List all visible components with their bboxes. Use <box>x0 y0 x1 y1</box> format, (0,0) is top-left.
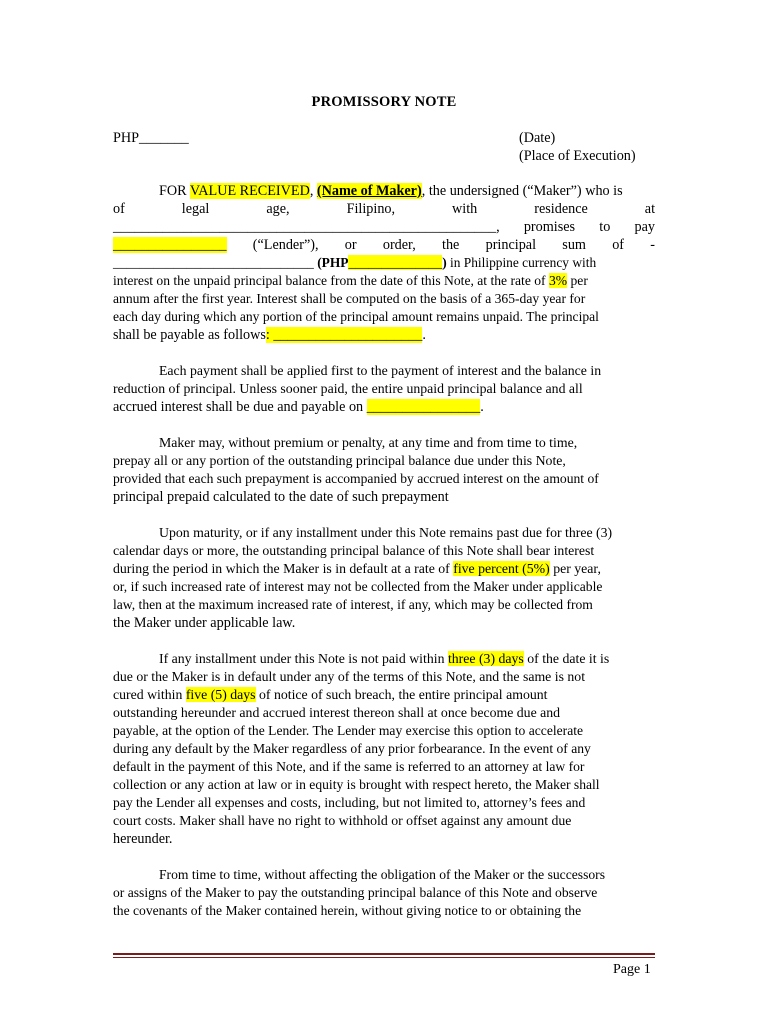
p5-line-10: court costs. Maker shall have no right to withhold or offset against any amount due <box>113 813 572 828</box>
footer-rule-thick <box>113 953 655 955</box>
p1-l9-start: shall be payable as follows <box>113 327 266 343</box>
p1-line-7: annum after the first year. Interest shall be computed on the basis of a 365-day year for <box>113 291 586 306</box>
p5-line-8: collection or any action at law or in equity is brought with respect hereto, the Maker shall <box>113 777 600 792</box>
p5-line-2: due or the Maker is in default under any of the terms of this Note, and the same is not <box>113 669 586 684</box>
p1-for: FOR <box>159 183 190 199</box>
p6-line-2: or assigns of the Maker to pay the outstanding principal balance of this Note and observe <box>113 885 598 900</box>
p1-line-8: each day during which any portion of the principal amount remains unpaid. The principal <box>113 309 599 324</box>
notice-period-highlight: five (5) days <box>185 687 256 702</box>
p3-line-1: Maker may, without premium or penalty, at any time and from time to time, <box>159 435 578 450</box>
p4-l3-end: per year, <box>549 561 601 576</box>
word: legal <box>181 201 210 217</box>
word: (“Lender”), <box>252 237 319 253</box>
p1-line-9 <box>113 326 655 344</box>
word: promises <box>523 219 576 235</box>
p5-line-4: outstanding hereunder and accrued interest thereon shall at once become due and <box>113 705 561 720</box>
word: Filipino, <box>346 201 396 217</box>
p3-line-2: prepay all or any portion of the outstanding principal balance due under this Note, <box>113 453 566 468</box>
p4-line-5: law, then at the maximum increased rate of interest, if any, which may be collected from <box>113 597 593 612</box>
principal-sum-figure-blank: ______________ <box>348 255 443 270</box>
p1-line-3 <box>113 218 655 236</box>
p4-line-1: Upon maturity, or if any installment under this Note remains past due for three (3) <box>159 525 613 540</box>
place-of-execution-label: (Place of Execution) <box>519 148 636 164</box>
principal-sum-words-blank: ______________________________ <box>113 255 314 270</box>
word: sum <box>562 237 586 253</box>
p5-l3-start: cured within <box>113 687 186 702</box>
date-label: (Date) <box>519 130 556 146</box>
p5-line-6: during any default by the Maker regardless of any prior forbearance. In the event of any <box>113 741 591 756</box>
p1-line-5 <box>113 254 655 272</box>
word: residence <box>534 201 588 217</box>
lender-name-blank: ________________ <box>113 237 227 253</box>
p4-line-4: or, if such increased rate of interest may not be collected from the Maker under applicable <box>113 579 603 594</box>
word: or <box>344 237 357 253</box>
p5-line-5: payable, at the option of the Lender. The Lender may exercise this option to accelerate <box>113 723 584 738</box>
footer-rule-thin <box>113 957 655 958</box>
default-rate-highlight: five percent (5%) <box>453 561 550 576</box>
word: at <box>644 201 656 217</box>
name-of-maker-field: (Name of Maker) <box>316 183 422 199</box>
payment-schedule-blank: : _____________________ <box>265 327 423 343</box>
p6-line-3: the covenants of the Maker contained herein, without giving notice to or obtaining the <box>113 903 582 918</box>
php-close: ) <box>442 255 447 270</box>
maturity-date-blank: ________________ <box>366 399 481 415</box>
page-number: Page 1 <box>613 962 651 977</box>
p5-line-3 <box>113 686 655 704</box>
grace-period-highlight: three (3) days <box>447 651 524 666</box>
php-label: (PHP <box>317 255 349 270</box>
residence-blank: ______________________________________________________, <box>113 219 500 235</box>
p3-line-3: provided that each such prepayment is accompanied by accrued interest on the amount of <box>113 471 599 486</box>
p1-line-2 <box>113 200 655 218</box>
p2-line-1: Each payment shall be applied first to the payment of interest and the balance in <box>159 363 602 378</box>
p2-l3-start: accrued interest shall be due and payable on <box>113 399 367 415</box>
word: of <box>612 237 625 253</box>
p1-line-6 <box>113 272 655 290</box>
p2-line-2: reduction of principal. Unless sooner paid, the entire unpaid principal balance and all <box>113 381 583 396</box>
p1-line-1 <box>113 182 655 200</box>
word: order, <box>382 237 416 253</box>
p5-line-1 <box>113 650 655 668</box>
word: the <box>442 237 460 253</box>
interest-rate-highlight: 3% <box>548 273 568 288</box>
word: to <box>599 219 611 235</box>
p4-line-3 <box>113 560 655 578</box>
p2-l3-end: . <box>480 399 484 415</box>
p5-line-9: pay the Lender all expenses and costs, including, but not limited to, attorney’s fees and <box>113 795 586 810</box>
p1-l9-end: . <box>422 327 426 343</box>
document-title: PROMISSORY NOTE <box>311 94 457 110</box>
p5-l1-start: If any installment under this Note is not paid within <box>159 651 448 666</box>
p1-l5-end: in Philippine currency with <box>446 255 597 270</box>
word: pay <box>634 219 655 235</box>
p1-l6-start: interest on the unpaid principal balance from the date of this Note, at the rate of <box>113 273 549 288</box>
word: age, <box>266 201 290 217</box>
word: of <box>113 201 125 217</box>
p5-l3-end: of notice of such breach, the entire principal amount <box>255 687 548 702</box>
php-amount-label: PHP_______ <box>113 130 189 146</box>
p1-comma: , <box>309 183 317 199</box>
p6-line-1: From time to time, without affecting the obligation of the Maker or the successors <box>159 867 605 882</box>
word: with <box>452 201 478 217</box>
word: principal <box>485 237 537 253</box>
p3-line-4: principal prepaid calculated to the date of such prepayment <box>113 489 449 505</box>
p1-l1-end: , the undersigned (“Maker”) who is <box>421 183 623 199</box>
p5-line-11: hereunder. <box>113 831 173 847</box>
p4-l3-start: during the period in which the Maker is in default at a rate of <box>113 561 454 576</box>
p4-line-2: calendar days or more, the outstanding principal balance of this Note shall bear interest <box>113 543 595 558</box>
p1-line-4 <box>113 236 655 254</box>
word: - <box>650 237 656 253</box>
value-received-highlight: VALUE RECEIVED <box>189 183 310 199</box>
p2-line-3 <box>113 398 655 416</box>
p5-l1-end: of the date it is <box>523 651 610 666</box>
p1-l6-end: per <box>567 273 588 288</box>
p5-line-7: default in the payment of this Note, and if the same is referred to an attorney at law for <box>113 759 585 774</box>
p4-line-6: the Maker under applicable law. <box>113 615 296 631</box>
